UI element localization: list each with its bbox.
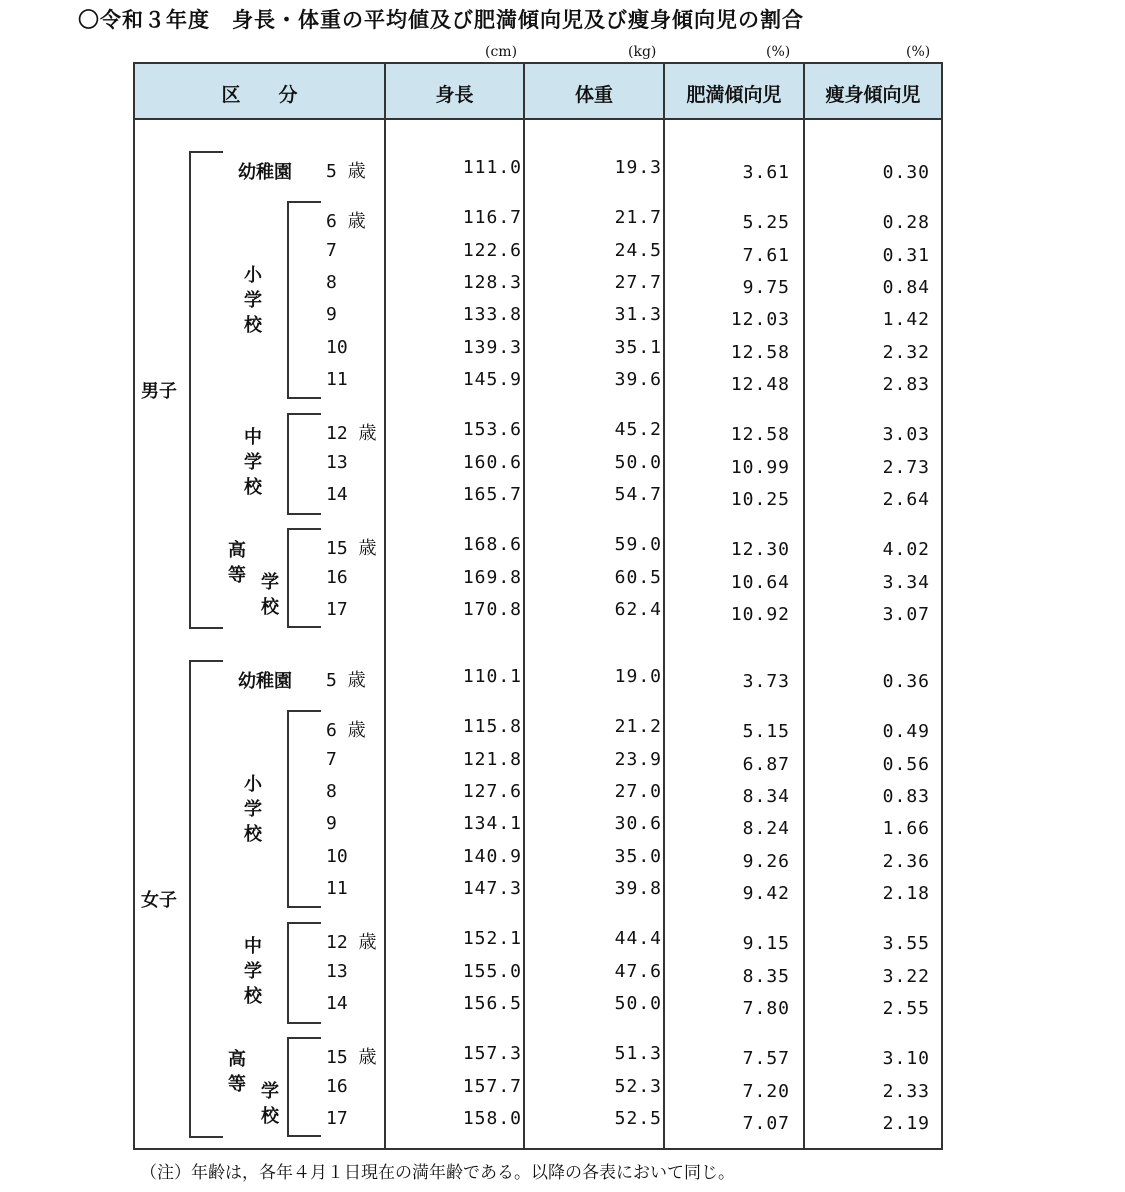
cell-thin: 3.22 (882, 966, 930, 987)
cell-height: 133.8 (462, 304, 522, 325)
cell-age: 15 歳 (326, 1047, 377, 1068)
label-elementary: 小学校 (244, 265, 262, 336)
cell-height: 155.0 (462, 961, 522, 982)
cell-weight: 45.2 (614, 419, 662, 440)
cell-weight: 27.7 (614, 272, 662, 293)
cell-obese: 12.58 (730, 342, 790, 363)
cell-age: 14 (326, 484, 348, 505)
cell-age: 17 (326, 1108, 348, 1129)
cell-weight: 31.3 (614, 304, 662, 325)
cell-obese: 7.61 (742, 245, 790, 266)
cell-obese: 8.24 (742, 818, 790, 839)
cell-obese: 7.80 (742, 998, 790, 1019)
cell-thin: 0.30 (882, 162, 930, 183)
cell-height: 169.8 (462, 567, 522, 588)
unit-thin: (%) (906, 44, 931, 60)
cell-thin: 0.36 (882, 671, 930, 692)
cell-weight: 19.0 (614, 666, 662, 687)
cell-age: 7 (326, 749, 337, 770)
cell-age: 9 (326, 304, 337, 325)
label-elementary: 小学校 (244, 774, 262, 845)
cell-thin: 3.34 (882, 572, 930, 593)
cell-thin: 2.73 (882, 457, 930, 478)
bracket-female (189, 660, 223, 1138)
cell-age: 12 歳 (326, 423, 377, 444)
cell-height: 160.6 (462, 452, 522, 473)
cell-weight: 52.5 (614, 1108, 662, 1129)
bracket-junior (287, 922, 321, 1024)
header-thin: 痩身傾向児 (825, 84, 921, 106)
cell-age: 8 (326, 781, 337, 802)
cell-height: 156.5 (462, 993, 522, 1014)
cell-thin: 0.28 (882, 212, 930, 233)
cell-age: 17 (326, 599, 348, 620)
cell-age: 16 (326, 1076, 348, 1097)
cell-weight: 35.0 (614, 846, 662, 867)
cell-height: 147.3 (462, 878, 522, 899)
cell-weight: 39.8 (614, 878, 662, 899)
bracket-high (287, 528, 321, 628)
cell-weight: 52.3 (614, 1076, 662, 1097)
cell-thin: 2.33 (882, 1081, 930, 1102)
cell-height: 111.0 (462, 157, 522, 178)
cell-obese: 12.03 (730, 309, 790, 330)
cell-obese: 10.25 (730, 489, 790, 510)
label-junior: 中学校 (244, 427, 262, 498)
cell-height: 153.6 (462, 419, 522, 440)
cell-weight: 35.1 (614, 337, 662, 358)
label-junior: 中学校 (244, 936, 262, 1007)
cell-height: 157.7 (462, 1076, 522, 1097)
cell-weight: 23.9 (614, 749, 662, 770)
cell-thin: 2.64 (882, 489, 930, 510)
cell-obese: 5.15 (742, 721, 790, 742)
cell-weight: 50.0 (614, 452, 662, 473)
cell-age: 5 歳 (326, 670, 366, 691)
cell-obese: 10.99 (730, 457, 790, 478)
cell-age: 5 歳 (326, 161, 366, 182)
cell-height: 168.6 (462, 534, 522, 555)
cell-thin: 2.55 (882, 998, 930, 1019)
cell-height: 110.1 (462, 666, 522, 687)
cell-weight: 19.3 (614, 157, 662, 178)
group-label-male: 男子 (141, 381, 177, 402)
cell-age: 16 (326, 567, 348, 588)
header-obese: 肥満傾向児 (686, 84, 782, 106)
cell-age: 6 歳 (326, 720, 366, 741)
cell-obese: 9.42 (742, 883, 790, 904)
cell-height: 158.0 (462, 1108, 522, 1129)
cell-age: 10 (326, 337, 348, 358)
cell-thin: 1.66 (882, 818, 930, 839)
cell-height: 165.7 (462, 484, 522, 505)
cell-weight: 39.6 (614, 369, 662, 390)
cell-thin: 2.83 (882, 374, 930, 395)
cell-thin: 0.31 (882, 245, 930, 266)
group-label-female: 女子 (141, 890, 177, 911)
cell-age: 15 歳 (326, 538, 377, 559)
cell-obese: 3.73 (742, 671, 790, 692)
header-weight: 体重 (574, 84, 613, 106)
cell-thin: 1.42 (882, 309, 930, 330)
cell-age: 14 (326, 993, 348, 1014)
cell-obese: 9.26 (742, 851, 790, 872)
cell-weight: 51.3 (614, 1043, 662, 1064)
cell-thin: 3.10 (882, 1048, 930, 1069)
cell-age: 11 (326, 878, 348, 899)
cell-obese: 10.92 (730, 604, 790, 625)
cell-obese: 3.61 (742, 162, 790, 183)
cell-weight: 59.0 (614, 534, 662, 555)
cell-height: 116.7 (462, 207, 522, 228)
cell-weight: 21.7 (614, 207, 662, 228)
bracket-junior (287, 413, 321, 515)
cell-height: 121.8 (462, 749, 522, 770)
cell-thin: 0.56 (882, 754, 930, 775)
label-high-a: 高等 (228, 540, 246, 586)
cell-weight: 62.4 (614, 599, 662, 620)
cell-weight: 21.2 (614, 716, 662, 737)
cell-thin: 2.18 (882, 883, 930, 904)
cell-thin: 2.19 (882, 1113, 930, 1134)
cell-height: 140.9 (462, 846, 522, 867)
cell-height: 115.8 (462, 716, 522, 737)
cell-height: 139.3 (462, 337, 522, 358)
cell-height: 152.1 (462, 928, 522, 949)
label-high-b: 学校 (261, 572, 279, 618)
cell-height: 134.1 (462, 813, 522, 834)
cell-age: 13 (326, 961, 348, 982)
cell-thin: 3.55 (882, 933, 930, 954)
cell-age: 7 (326, 240, 337, 261)
cell-thin: 0.84 (882, 277, 930, 298)
cell-age: 12 歳 (326, 932, 377, 953)
cell-weight: 27.0 (614, 781, 662, 802)
column-divider (384, 64, 386, 1148)
cell-age: 11 (326, 369, 348, 390)
column-divider (663, 64, 665, 1148)
unit-weight: (kg) (628, 44, 657, 60)
cell-obese: 9.75 (742, 277, 790, 298)
cell-age: 9 (326, 813, 337, 834)
cell-thin: 2.36 (882, 851, 930, 872)
header-category: 区 分 (221, 84, 298, 106)
header-height: 身長 (435, 84, 474, 106)
cell-obese: 8.35 (742, 966, 790, 987)
cell-weight: 30.6 (614, 813, 662, 834)
cell-obese: 12.48 (730, 374, 790, 395)
bracket-male (189, 151, 223, 629)
cell-obese: 6.87 (742, 754, 790, 775)
cell-weight: 44.4 (614, 928, 662, 949)
page-title: 〇令和３年度 身長・体重の平均値及び肥満傾向児及び痩身傾向児の割合 (78, 8, 804, 32)
cell-height: 170.8 (462, 599, 522, 620)
label-kindergarten: 幼稚園 (238, 671, 292, 692)
label-kindergarten: 幼稚園 (238, 162, 292, 183)
label-high-a: 高等 (228, 1049, 246, 1095)
cell-age: 8 (326, 272, 337, 293)
cell-age: 10 (326, 846, 348, 867)
cell-age: 6 歳 (326, 211, 366, 232)
cell-obese: 8.34 (742, 786, 790, 807)
cell-weight: 54.7 (614, 484, 662, 505)
cell-obese: 7.07 (742, 1113, 790, 1134)
unit-obese: (%) (766, 44, 791, 60)
cell-obese: 10.64 (730, 572, 790, 593)
cell-obese: 12.30 (730, 539, 790, 560)
cell-weight: 47.6 (614, 961, 662, 982)
cell-weight: 60.5 (614, 567, 662, 588)
cell-weight: 24.5 (614, 240, 662, 261)
cell-obese: 12.58 (730, 424, 790, 445)
cell-height: 122.6 (462, 240, 522, 261)
cell-obese: 9.15 (742, 933, 790, 954)
cell-thin: 4.02 (882, 539, 930, 560)
cell-thin: 3.07 (882, 604, 930, 625)
column-divider (803, 64, 805, 1148)
column-divider (523, 64, 525, 1148)
cell-height: 157.3 (462, 1043, 522, 1064)
cell-obese: 7.57 (742, 1048, 790, 1069)
bracket-elementary (287, 710, 321, 908)
cell-height: 145.9 (462, 369, 522, 390)
cell-obese: 7.20 (742, 1081, 790, 1102)
cell-thin: 0.83 (882, 786, 930, 807)
bracket-elementary (287, 201, 321, 399)
cell-thin: 3.03 (882, 424, 930, 445)
label-high-b: 学校 (261, 1081, 279, 1127)
cell-height: 127.6 (462, 781, 522, 802)
bracket-high (287, 1037, 321, 1137)
cell-thin: 2.32 (882, 342, 930, 363)
cell-height: 128.3 (462, 272, 522, 293)
footnote: （注）年齢は，各年４月１日現在の満年齢である。以降の各表において同じ。 (140, 1163, 735, 1183)
unit-height: (cm) (485, 44, 518, 60)
cell-age: 13 (326, 452, 348, 473)
cell-weight: 50.0 (614, 993, 662, 1014)
cell-obese: 5.25 (742, 212, 790, 233)
cell-thin: 0.49 (882, 721, 930, 742)
